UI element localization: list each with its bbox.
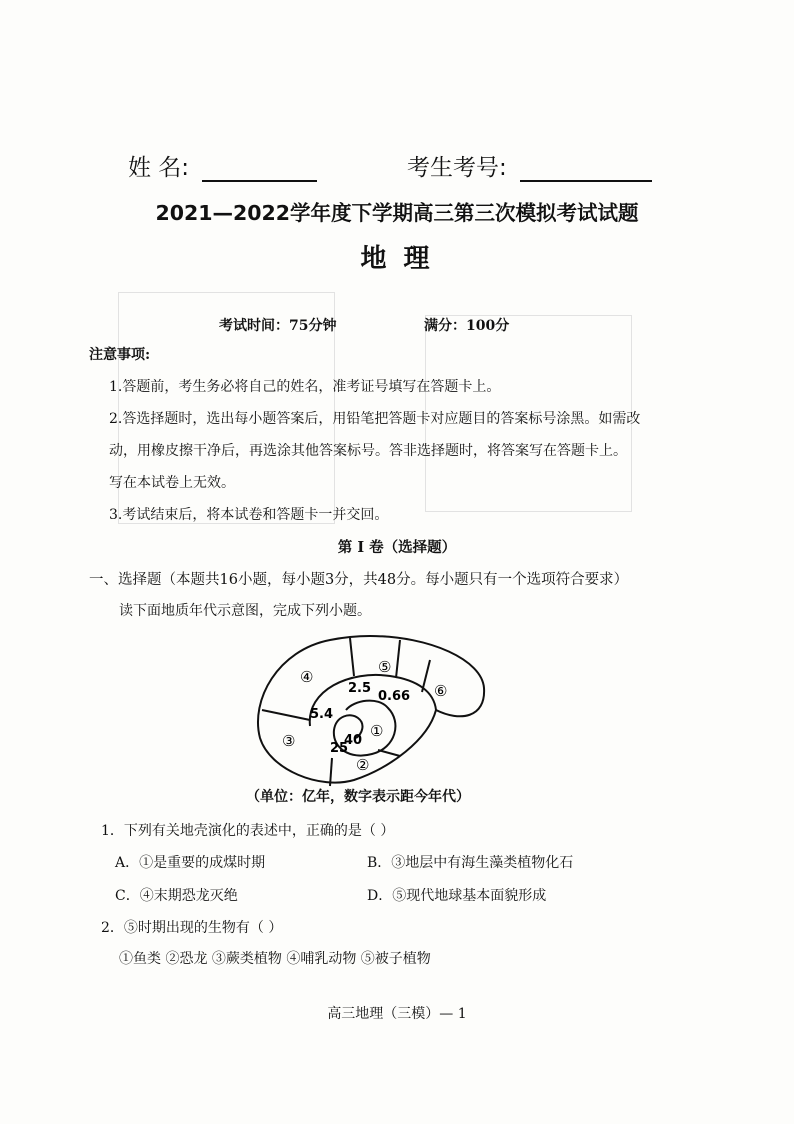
divider — [350, 638, 354, 676]
name-label: 姓 名: — [128, 155, 190, 181]
segment-1: ① — [370, 722, 384, 740]
geologic-time-spiral — [250, 630, 490, 790]
note-line: 动，用橡皮擦干净后，再选涂其他答案标号。答非选择题时，将答案写在答题卡上。 — [109, 443, 627, 459]
exam-no-field — [407, 149, 652, 182]
notes-title: 注意事项: — [89, 347, 151, 363]
segment-5: ⑤ — [378, 658, 392, 676]
question-2-stem: 2．⑤时期出现的生物有（ ） — [101, 920, 283, 936]
exam-no-label: 考生考号: — [407, 155, 507, 181]
name-field — [128, 149, 317, 182]
divider — [262, 710, 310, 720]
segment-3: ③ — [282, 732, 296, 750]
part1-title: 第 Ⅰ 卷（选择题） — [337, 539, 457, 556]
segment-4: ④ — [300, 668, 314, 686]
q1-option-a[interactable]: A．①是重要的成煤时期 — [115, 855, 266, 871]
age-0-66: 0.66 — [378, 689, 411, 704]
note-line: 2.答选择题时，选出每小题答案后，用铅笔把答题卡对应题目的答案标号涂黑。如需改 — [109, 411, 641, 427]
page-footer: 高三地理（三模）— 1 — [327, 1006, 467, 1022]
q1-option-b[interactable]: B．③地层中有海生藻类植物化石 — [367, 855, 574, 871]
spiral-outline — [258, 636, 484, 783]
diagram-caption: （单位：亿年，数字表示距今年代） — [246, 789, 470, 805]
question-1-stem: 1．下列有关地壳演化的表述中，正确的是（ ） — [101, 823, 395, 839]
q1-option-c[interactable]: C．④末期恐龙灭绝 — [115, 888, 238, 904]
subject-title: 地 理 — [360, 244, 434, 274]
section-heading: 一、选择题（本题共16小题，每小题3分，共48分。每小题只有一个选项符合要求） — [89, 572, 629, 588]
exam-title: 2021—2022学年度下学期高三第三次模拟考试试题 — [155, 201, 639, 225]
note-line: 写在本试卷上无效。 — [109, 475, 235, 491]
age-25: 25 — [330, 741, 349, 756]
divider — [378, 750, 400, 756]
segment-6: ⑥ — [434, 682, 448, 700]
divider — [422, 660, 430, 692]
note-line: 3.考试结束后，将本试卷和答题卡一并交回。 — [109, 507, 389, 523]
divider — [396, 640, 400, 678]
segment-2: ② — [356, 756, 370, 774]
q2-options: ①鱼类 ②恐龙 ③蕨类植物 ④哺乳动物 ⑤被子植物 — [119, 951, 431, 967]
exam-no-blank[interactable] — [520, 162, 652, 182]
exam-time: 考试时间：75分钟 — [219, 318, 337, 334]
age-40: 40 — [344, 733, 363, 748]
name-blank[interactable] — [202, 162, 317, 182]
age-2-5: 2.5 — [348, 681, 372, 696]
full-score: 满分：100分 — [424, 318, 510, 334]
reading-intro: 读下面地质年代示意图，完成下列小题。 — [119, 603, 371, 619]
note-line: 1.答题前，考生务必将自己的姓名，准考证号填写在答题卡上。 — [109, 379, 501, 395]
age-5-4: 5.4 — [310, 707, 334, 722]
q1-option-d[interactable]: D．⑤现代地球基本面貌形成 — [367, 888, 547, 904]
